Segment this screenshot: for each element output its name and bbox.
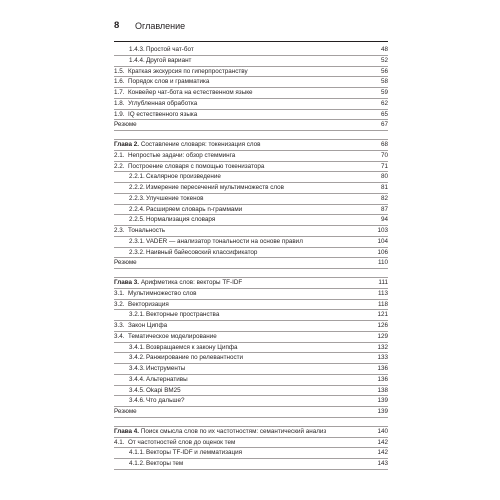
toc-entry-number: 3.4.5. — [129, 386, 145, 394]
toc-entry-text: Улучшение токенов — [146, 194, 204, 202]
toc-entry-text: Инструменты — [146, 365, 186, 372]
toc-entry-text: Векторные пространства — [146, 311, 220, 319]
toc-entry-number: 2.1. — [114, 151, 125, 159]
toc-entry-text: Составление словаря: токенизация слов — [140, 141, 261, 148]
toc-row[interactable] — [114, 258, 388, 269]
toc-chapter-label: Глава 3. — [114, 279, 140, 286]
toc-page-number: 143 — [377, 460, 388, 467]
toc-page-number: 142 — [377, 438, 388, 446]
running-title: Оглавление — [135, 21, 186, 31]
toc-entry-number: 2.3.2. — [129, 248, 145, 256]
toc-entry-number: 1.7. — [114, 89, 125, 96]
toc-page-number: 65 — [380, 110, 388, 118]
toc-spacer — [114, 418, 388, 427]
toc-entry-text: Okapi BM25 — [146, 386, 181, 394]
toc-entry-text: IQ естественного языка — [128, 110, 198, 118]
toc-page-number: 103 — [377, 227, 388, 234]
toc-entry-text: Поиск смысла слов по их частотностям: семантический анализ — [140, 427, 327, 435]
toc-entry-number: 3.2.1. — [129, 311, 145, 319]
toc-page-number: 48 — [380, 46, 388, 53]
toc-entry-number: 1.8. — [114, 99, 125, 107]
toc-page-number: 52 — [380, 56, 388, 64]
toc-entry-number: 3.4.6. — [129, 397, 145, 405]
toc-entry-number: 3.4.1. — [129, 343, 145, 351]
toc-page-number: 67 — [380, 121, 388, 129]
toc-row[interactable] — [114, 67, 388, 78]
toc-entry-text: Резюме — [114, 259, 137, 267]
toc-entry-number: 3.4.4. — [129, 375, 145, 383]
toc-entry-text: Расширяем словарь n-граммами — [146, 205, 243, 213]
toc-row[interactable] — [114, 438, 388, 449]
toc-entry-number: 3.4. — [114, 332, 125, 340]
toc-row[interactable] — [114, 459, 388, 470]
toc-page-number: 104 — [377, 237, 388, 245]
toc-page-number: 82 — [380, 194, 388, 202]
toc-page-number: 136 — [377, 375, 388, 383]
toc-page-number: 56 — [380, 67, 388, 75]
toc-entry-text: Ранжирование по релевантности — [146, 354, 244, 362]
toc-page-number: 126 — [377, 322, 388, 329]
toc-entry-number: 2.2.5. — [129, 216, 145, 224]
toc-row[interactable] — [114, 248, 388, 259]
toc-page-number: 138 — [377, 386, 388, 394]
toc-entry-text: Скалярное произведение — [146, 173, 221, 181]
toc-row[interactable] — [114, 353, 388, 364]
toc-entry-number: 2.3.1. — [129, 237, 145, 245]
toc-row[interactable] — [114, 45, 388, 56]
toc-entry-text: Арифметика слов: векторы TF-IDF — [140, 279, 243, 286]
toc-entry-number: 1.5. — [114, 67, 125, 75]
table-of-contents — [114, 45, 388, 470]
toc-chapter-row[interactable] — [114, 140, 388, 151]
toc-entry-text: Векторы TF-IDF и лемматизация — [146, 449, 243, 457]
toc-row[interactable] — [114, 56, 388, 67]
toc-page-number: 62 — [380, 99, 388, 107]
toc-entry-text: Конвейер чат-бота на естественном языке — [128, 89, 253, 96]
toc-entry-number: 3.2. — [114, 300, 125, 308]
toc-entry-number: 3.3. — [114, 322, 125, 329]
toc-page-number: 106 — [377, 248, 388, 256]
toc-entry-text: Мультимножество слов — [128, 289, 197, 297]
toc-row[interactable] — [114, 386, 388, 397]
toc-page-number: 129 — [377, 332, 388, 340]
toc-entry-text: Векторизация — [128, 300, 169, 308]
toc-page-number: 59 — [380, 89, 388, 96]
toc-entry-text: Тональность — [128, 227, 166, 234]
toc-entry-text: Закон Ципфа — [128, 322, 168, 329]
toc-entry-number: 2.2.3. — [129, 194, 145, 202]
toc-page-number: 70 — [380, 151, 388, 159]
toc-row[interactable] — [114, 310, 388, 321]
toc-entry-text: Тематическое моделирование — [128, 332, 217, 340]
toc-entry-number: 2.2.1. — [129, 173, 145, 181]
toc-row[interactable] — [114, 215, 388, 226]
toc-entry-number: 2.2.2. — [129, 184, 145, 191]
toc-page-number: 110 — [377, 259, 388, 267]
toc-row[interactable] — [114, 237, 388, 248]
toc-row[interactable] — [114, 226, 388, 237]
toc-row[interactable] — [114, 332, 388, 343]
toc-entry-text: Векторы тем — [146, 460, 184, 467]
toc-entry-text: Непростые задачи: обзор стемминга — [128, 151, 236, 159]
toc-row[interactable] — [114, 375, 388, 386]
toc-entry-text: Простой чат-бот — [146, 46, 194, 53]
toc-chapter-label: Глава 4. — [114, 427, 140, 435]
toc-row[interactable] — [114, 194, 388, 205]
toc-page-number: 58 — [380, 78, 388, 86]
toc-entry-number: 4.1. — [114, 438, 125, 446]
toc-entry-text: От частотностей слов до оценок тем — [128, 438, 236, 446]
toc-entry-text: Краткая экскурсия по гиперпространству — [128, 67, 248, 75]
toc-page-number: 80 — [380, 173, 388, 181]
toc-page-number: 139 — [377, 408, 388, 415]
toc-spacer — [114, 131, 388, 140]
toc-page-number: 139 — [377, 397, 388, 405]
toc-chapter-label: Глава 2. — [114, 141, 140, 148]
toc-row[interactable] — [114, 151, 388, 162]
toc-row[interactable] — [114, 162, 388, 173]
toc-entry-number: 4.1.1. — [129, 449, 145, 457]
toc-row[interactable] — [114, 343, 388, 354]
toc-entry-text: Измерение пересечений мультимножеств слов — [146, 184, 284, 191]
toc-entry-number: 2.2.4. — [129, 205, 145, 213]
toc-page-number: 140 — [377, 427, 388, 435]
toc-row[interactable] — [114, 321, 388, 332]
toc-page-number: 133 — [377, 354, 388, 362]
toc-row[interactable] — [114, 448, 388, 459]
toc-page-number: 142 — [377, 449, 388, 457]
toc-row[interactable] — [114, 183, 388, 194]
toc-row[interactable] — [114, 300, 388, 311]
toc-page-number: 121 — [377, 311, 388, 319]
toc-page-number: 71 — [380, 162, 388, 170]
toc-page-number: 136 — [377, 365, 388, 372]
toc-page-number: 118 — [377, 300, 388, 308]
toc-entry-text: Что дальше? — [146, 397, 185, 405]
toc-entry-number: 1.4.4. — [129, 56, 145, 64]
toc-page-number: 87 — [380, 205, 388, 213]
toc-entry-text: Нормализация словаря — [146, 216, 216, 224]
toc-entry-text: Углубленная обработка — [128, 99, 198, 107]
toc-entry-text: Порядок слов и грамматика — [128, 78, 210, 86]
toc-entry-number: 3.1. — [114, 289, 125, 297]
toc-chapter-row[interactable] — [114, 278, 388, 289]
toc-entry-number: 4.1.2. — [129, 460, 145, 467]
toc-entry-text: Построение словаря с помощью токенизатора — [128, 162, 265, 170]
toc-page-number: 94 — [380, 216, 388, 224]
toc-row[interactable] — [114, 407, 388, 418]
toc-page-number: 132 — [377, 343, 388, 351]
toc-chapter-title — [114, 427, 326, 437]
toc-entry-number: 3.4.2. — [129, 354, 145, 362]
toc-row[interactable] — [114, 172, 388, 183]
toc-entry-number: 1.9. — [114, 110, 125, 118]
toc-row[interactable] — [114, 364, 388, 375]
toc-page-number: 111 — [378, 279, 388, 286]
toc-spacer — [114, 269, 388, 278]
toc-row[interactable] — [114, 77, 388, 88]
toc-entry-text: Наивный байесовский классификатор — [146, 248, 258, 256]
toc-page-number: 68 — [380, 141, 388, 148]
toc-chapter-title — [114, 278, 242, 288]
page-number: 8 — [114, 20, 120, 31]
toc-row[interactable] — [114, 289, 388, 300]
toc-entry-number: 2.2. — [114, 162, 125, 170]
toc-chapter-row[interactable] — [114, 427, 388, 438]
toc-entry-number: 1.6. — [114, 78, 125, 86]
toc-row[interactable] — [114, 120, 388, 131]
toc-row[interactable] — [114, 88, 388, 99]
toc-entry-text: VADER — анализатор тональности на основе правил — [146, 237, 303, 245]
toc-chapter-title — [114, 140, 261, 150]
toc-row[interactable] — [114, 396, 388, 407]
toc-page-number: 113 — [377, 289, 388, 297]
toc-row[interactable] — [114, 99, 388, 110]
toc-entry-text: Резюме — [114, 408, 137, 415]
header-rule — [114, 41, 388, 42]
running-header — [0, 18, 500, 34]
toc-entry-text: Возвращаемся к закону Ципфа — [146, 343, 238, 351]
toc-entry-number: 2.3. — [114, 227, 125, 234]
toc-entry-text: Другой вариант — [146, 56, 192, 64]
toc-page-number: 81 — [380, 184, 388, 191]
toc-entry-text: Резюме — [114, 121, 137, 129]
toc-row[interactable] — [114, 205, 388, 216]
toc-entry-number: 3.4.3. — [129, 365, 145, 372]
toc-entry-number: 1.4.3. — [129, 46, 145, 53]
toc-entry-text: Альтернативы — [146, 375, 188, 383]
toc-row[interactable] — [114, 110, 388, 121]
